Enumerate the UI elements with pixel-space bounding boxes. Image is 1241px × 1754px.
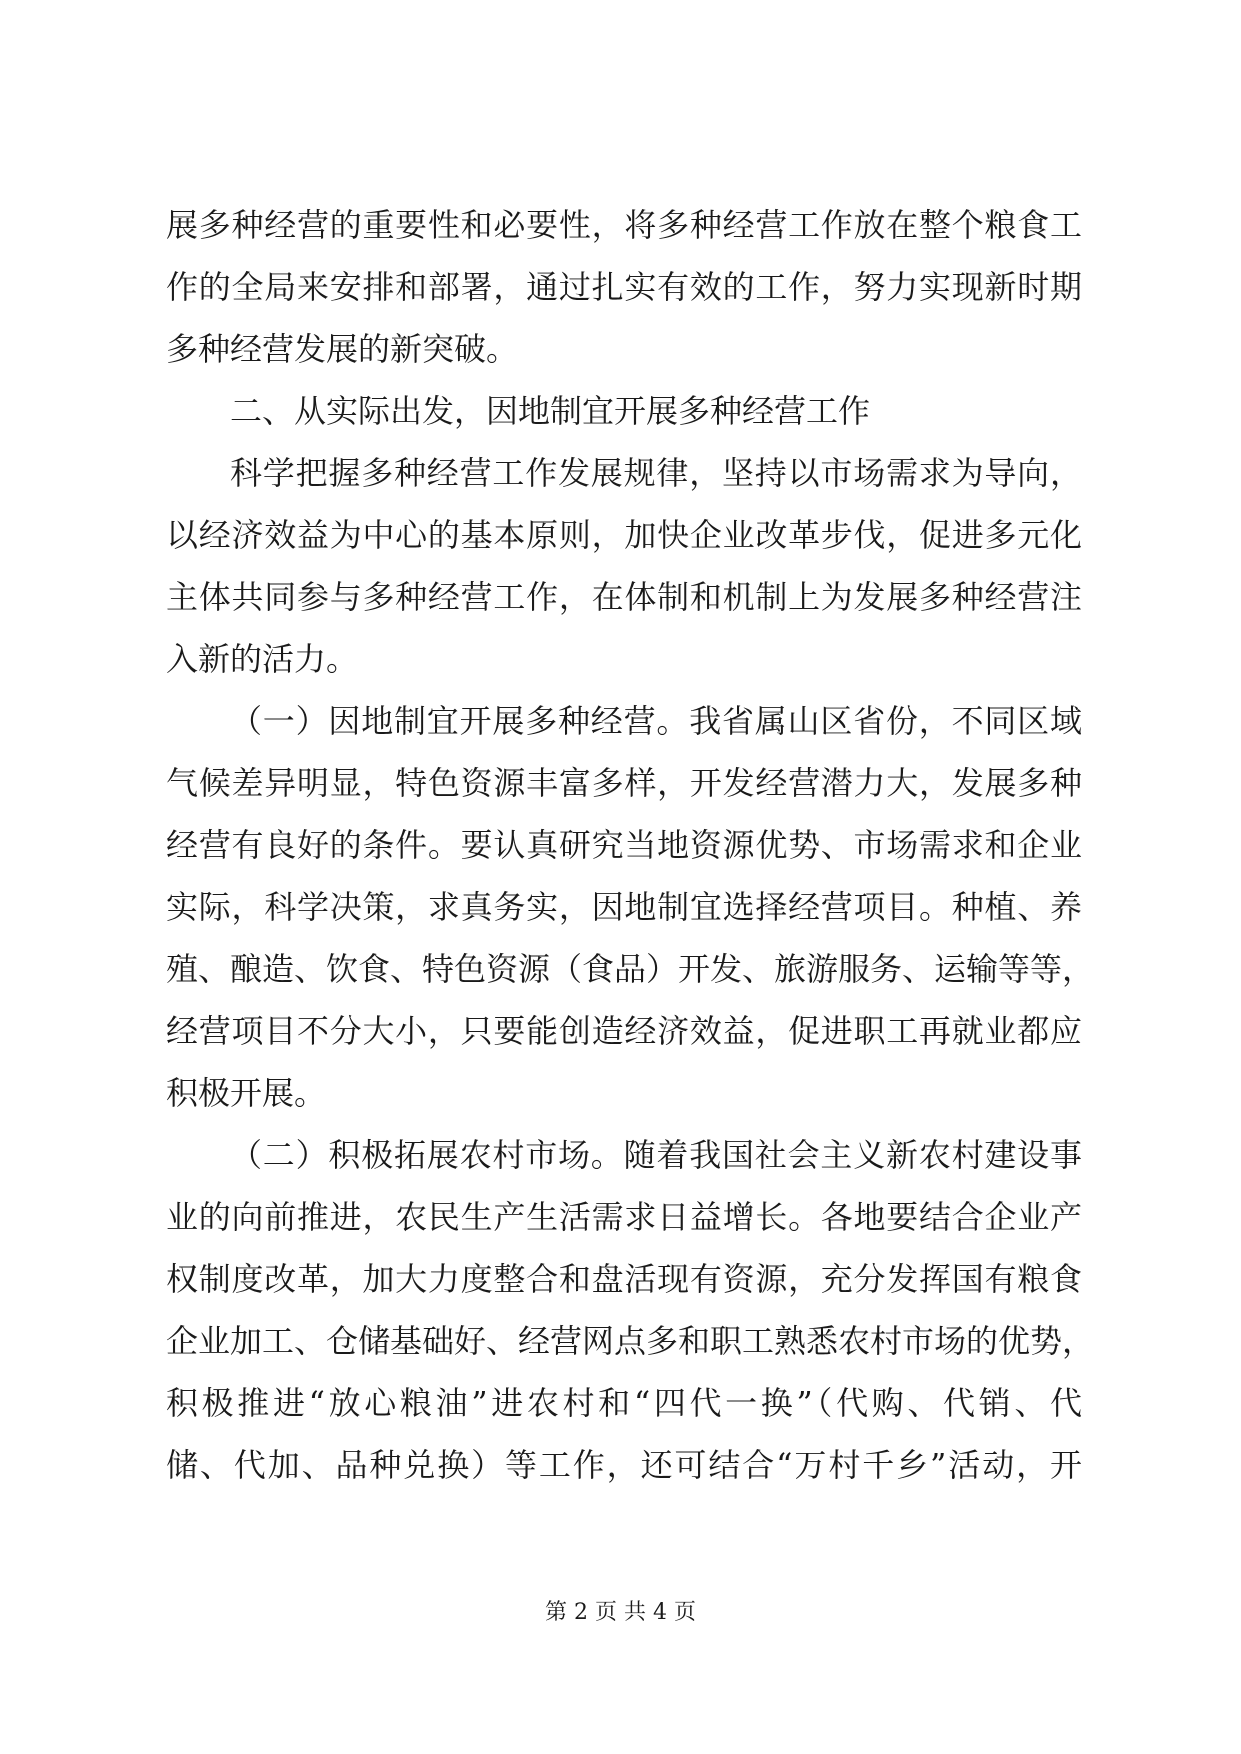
text-line: 权制度改革，加大力度整合和盘活现有资源，充分发挥国有粮食 [166, 1260, 1082, 1298]
text-line: 主体共同参与多种经营工作，在体制和机制上为发展多种经营注 [166, 578, 1082, 616]
page-number-footer: 第 2 页 共 4 页 [545, 1600, 696, 1625]
text-line: 积极开展。 [166, 1074, 327, 1112]
text-line: 以经济效益为中心的基本原则，加快企业改革步伐，促进多元化 [166, 516, 1082, 554]
text-line: 多种经营发展的新突破。 [166, 330, 519, 368]
text-line: 企业加工、仓储基础好、经营网点多和职工熟悉农村市场的优势， [166, 1322, 1095, 1360]
text-line: 经营项目不分大小，只要能创造经济效益，促进职工再就业都应 [166, 1012, 1082, 1050]
text-line: 科学把握多种经营工作发展规律，坚持以市场需求为导向， [230, 454, 1082, 492]
text-line: 储、代加、品种兑换）等工作，还可结合“万村千乡”活动，开 [166, 1446, 1082, 1484]
text-line: 实际，科学决策，求真务实，因地制宜选择经营项目。种植、养 [166, 888, 1082, 926]
text-line: 气候差异明显，特色资源丰富多样，开发经营潜力大，发展多种 [166, 764, 1082, 802]
text-line: 业的向前推进，农民生产生活需求日益增长。各地要结合企业产 [166, 1198, 1082, 1236]
text-line: （一）因地制宜开展多种经营。我省属山区省份，不同区域 [230, 702, 1082, 740]
text-line: 展多种经营的重要性和必要性，将多种经营工作放在整个粮食工 [166, 206, 1082, 244]
text-line: 经营有良好的条件。要认真研究当地资源优势、市场需求和企业 [166, 826, 1082, 864]
text-line: 作的全局来安排和部署，通过扎实有效的工作，努力实现新时期 [166, 268, 1082, 306]
section-heading: 二、从实际出发，因地制宜开展多种经营工作 [230, 392, 871, 430]
text-line: （二）积极拓展农村市场。随着我国社会主义新农村建设事 [230, 1136, 1082, 1174]
text-line: 殖、酿造、饮食、特色资源（食品）开发、旅游服务、运输等等， [166, 950, 1095, 988]
text-line: 入新的活力。 [166, 640, 359, 678]
text-line: 积极推进“放心粮油”进农村和“四代一换”（代购、代销、代 [166, 1384, 1082, 1422]
